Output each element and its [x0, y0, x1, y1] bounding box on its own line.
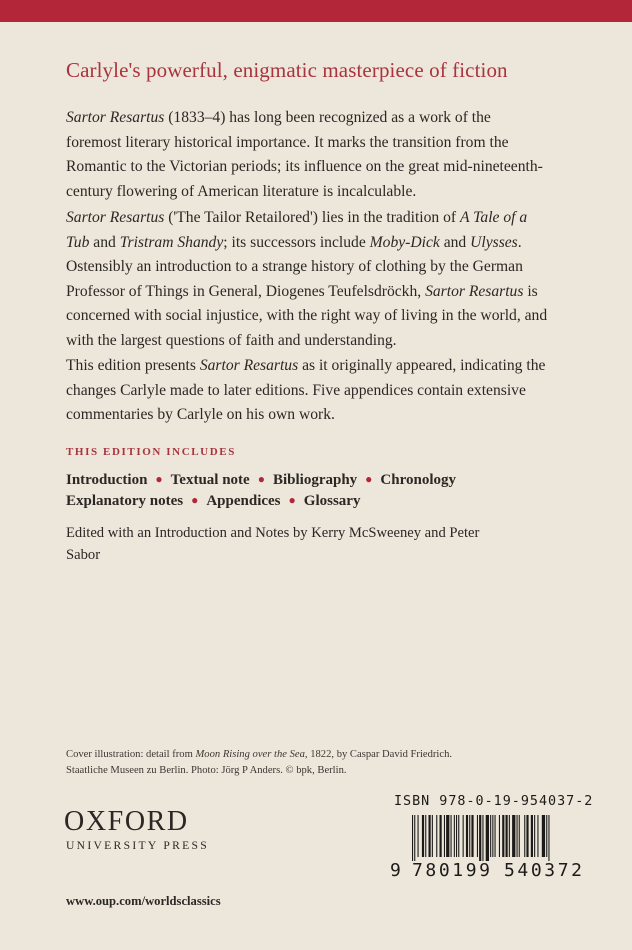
barcode-bar [502, 815, 504, 857]
barcode-bar [451, 815, 452, 857]
editors-credit: Edited with an Introduction and Notes by Kerry McSweeney and Peter Sabor [66, 525, 480, 563]
paragraph-text: and [89, 233, 120, 251]
painting-title: Moon Rising over the Sea [195, 749, 305, 760]
credit-text: , 1822, by Caspar David Friedrich. Staatliche Museen zu Berlin. Photo: Jörg P Anders. © bpk, Berlin. [66, 749, 453, 776]
includes-item: Chronology [380, 472, 456, 488]
work-title: Ulysses [470, 233, 518, 251]
work-title: Moby-Dick [369, 233, 440, 251]
isbn-barcode [390, 815, 586, 861]
description-paragraph-1 [66, 106, 550, 204]
paragraph-text: ('The Tailor Retailored') lies in the tradition of [164, 209, 461, 226]
barcode-bar [512, 815, 515, 857]
bullet-dot-icon: ● [191, 493, 199, 507]
barcode-bar [456, 815, 457, 857]
publisher-logo: OXFORD [64, 806, 189, 837]
book-title: Sartor Resartus [66, 209, 165, 226]
barcode-bar [509, 815, 510, 857]
barcode-bar [463, 815, 464, 857]
includes-item: Introduction [66, 472, 148, 488]
includes-item: Glossary [303, 493, 361, 509]
barcode-bar [477, 815, 478, 857]
top-color-band [0, 0, 632, 22]
barcode-bar [432, 815, 433, 857]
bullet-dot-icon: ● [288, 493, 296, 507]
barcode-bar [412, 815, 413, 861]
barcode-bar [490, 815, 491, 857]
barcode-bar [486, 815, 489, 861]
barcode-digits-right: 540372 [504, 860, 585, 881]
paragraph-text: and [439, 233, 471, 251]
cover-illustration-credit [66, 747, 466, 779]
barcode-bar [506, 815, 508, 857]
publisher-website-link[interactable]: www.oup.com/worldsclassics [66, 894, 221, 908]
book-title: Sartor Resartus [199, 357, 299, 374]
barcode-bar [546, 815, 547, 857]
work-title: Tristram Shandy [119, 233, 224, 251]
bullet-dot-icon: ● [155, 472, 163, 486]
includes-heading: THIS EDITION INCLUDES [66, 446, 236, 458]
page-heading: Carlyle's powerful, enigmatic masterpiece of fiction [66, 58, 508, 82]
barcode-bar [526, 815, 528, 857]
publisher-subtitle: UNIVERSITY PRESS [66, 839, 209, 852]
includes-item: Appendices [206, 493, 281, 509]
work-title: A Tale of a Tub [66, 209, 528, 251]
barcode-bar [495, 815, 496, 857]
barcode-bar [446, 815, 449, 857]
barcode-bar [531, 815, 533, 857]
barcode-bar [492, 815, 493, 857]
paragraph-text: is concerned with social injustice, with the right way of living in the world, and with the largest questions of faith and understanding. [66, 282, 548, 349]
paragraph-text: ; its successors include [223, 233, 370, 251]
barcode-bar [519, 815, 520, 857]
barcode-bar [414, 815, 415, 861]
credit-text: Cover illustration: detail from [66, 749, 196, 760]
barcode-bar [458, 815, 459, 857]
bullet-dot-icon: ● [257, 472, 265, 486]
barcode-bar [479, 815, 481, 861]
barcode-bar [418, 815, 419, 857]
book-title: Sartor Resartus [66, 109, 165, 126]
barcode-digits-left: 780199 [412, 860, 493, 881]
barcode-bar [517, 815, 518, 857]
barcode-bar [466, 815, 468, 857]
includes-list-line-2 [66, 493, 360, 510]
paragraph-text: as it originally appeared, indicating the changes Carlyle made to later editions. Five appendices contain extensive commentaries by Carlyle on his own work. [66, 357, 546, 423]
barcode-bar [548, 815, 549, 861]
paragraph-text: . Ostensibly an introduction to a strange history of clothing by the German Professor of Things in General, Diogenes Teufelsdröckh, [66, 233, 523, 300]
bullet-dot-icon: ● [365, 472, 373, 486]
barcode-bar [440, 815, 442, 857]
includes-item: Bibliography [272, 472, 358, 488]
barcode-bar [524, 815, 525, 857]
barcode-bar [471, 815, 473, 857]
includes-list-line-1 [66, 472, 456, 489]
barcode-bar [499, 815, 500, 857]
barcode-digit-first: 9 [390, 860, 401, 881]
barcode-bar [422, 815, 424, 857]
barcode-bar [436, 815, 437, 857]
paragraph-text: (1833–4) has long been recognized as a work of the foremost literary historical importance. It marks the transition from the Romantic to the Victorian periods; its influence on the great mid-nineteenth-century flowering of American literature is incalculable. [66, 109, 543, 200]
barcode-bar [469, 815, 470, 857]
paragraph-text: This edition presents [66, 357, 200, 374]
description-paragraph-3 [66, 354, 550, 428]
includes-item: Textual note [170, 472, 250, 488]
barcode-bar [429, 815, 431, 857]
barcode-bar [454, 815, 455, 857]
book-title: Sartor Resartus [425, 282, 524, 300]
description-paragraph-2 [66, 206, 550, 353]
barcode-bar [425, 815, 426, 857]
barcode-bar [542, 815, 545, 857]
isbn-label: ISBN 978-0-19-954037-2 [394, 794, 594, 809]
barcode-bar [444, 815, 445, 857]
includes-item: Explanatory notes [66, 493, 184, 509]
barcode-bar [482, 815, 483, 861]
barcode-bar [534, 815, 535, 857]
barcode-bar [537, 815, 538, 857]
